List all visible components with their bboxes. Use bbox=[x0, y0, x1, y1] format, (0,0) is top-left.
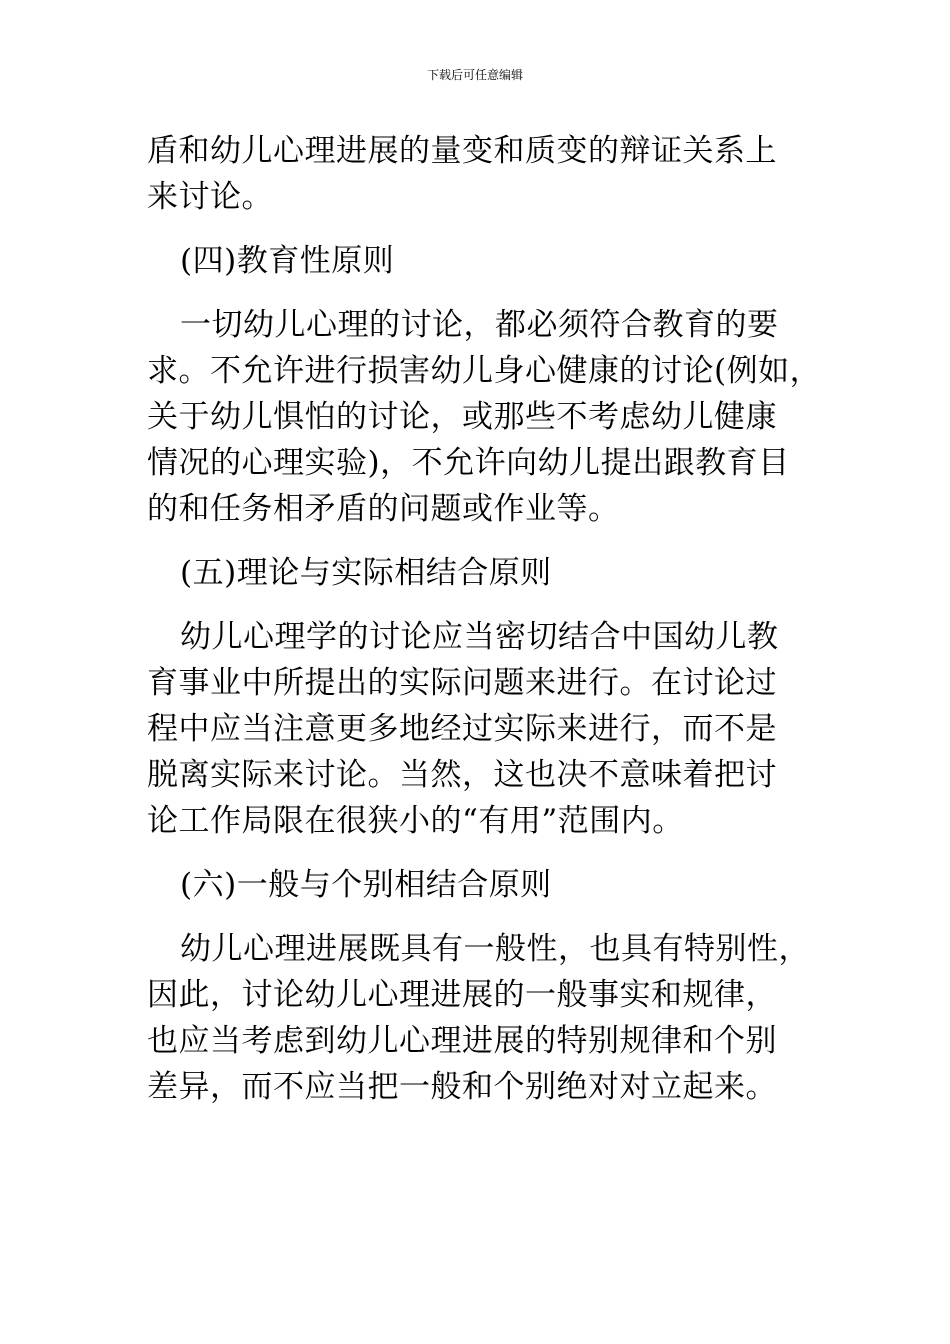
text-line: 求。不允许进行损害幼儿身心健康的讨论(例如， bbox=[147, 353, 822, 389]
section-heading-6: (六)一般与个别相结合原则 bbox=[180, 867, 552, 903]
page-header-note: 下载后可任意编辑 bbox=[426, 68, 523, 82]
text-line: 幼儿心理进展既具有一般性，也具有特别性， bbox=[180, 931, 810, 967]
paragraph-theory-practice bbox=[147, 614, 837, 844]
section-heading-4: (四)教育性原则 bbox=[180, 243, 395, 279]
text-line: 育事业中所提出的实际问题来进行。在讨论过 bbox=[147, 665, 777, 701]
text-line: 差异，而不应当把一般和个别绝对对立起来。 bbox=[147, 1069, 777, 1105]
text-line: 因此，讨论幼儿心理进展的一般事实和规律， bbox=[147, 977, 777, 1013]
text-line: 程中应当注意更多地经过实际来进行，而不是 bbox=[147, 711, 777, 747]
text-line: 一切幼儿心理的讨论，都必须符合教育的要 bbox=[180, 307, 779, 343]
text-line: 关于幼儿惧怕的讨论，或那些不考虑幼儿健康 bbox=[147, 399, 777, 435]
text-line: 的和任务相矛盾的问题或作业等。 bbox=[147, 491, 620, 527]
section-heading-5: (五)理论与实际相结合原则 bbox=[180, 555, 552, 591]
text-line: 来讨论。 bbox=[147, 179, 273, 215]
paragraph-continuation bbox=[147, 128, 837, 220]
text-line: 脱离实际来讨论。当然，这也决不意味着把讨 bbox=[147, 757, 777, 793]
text-line: 盾和幼儿心理进展的量变和质变的辩证关系上 bbox=[147, 133, 777, 169]
text-line: 也应当考虑到幼儿心理进展的特别规律和个别 bbox=[147, 1023, 777, 1059]
text-line: 幼儿心理学的讨论应当密切结合中国幼儿教 bbox=[180, 619, 779, 655]
document-body bbox=[147, 128, 837, 1110]
text-line: 情况的心理实验)，不允许向幼儿提出跟教育目 bbox=[147, 445, 790, 481]
paragraph-education-principle bbox=[147, 302, 837, 532]
text-line: 论工作局限在很狭小的“有用”范围内。 bbox=[147, 803, 684, 839]
paragraph-general-individual bbox=[147, 926, 837, 1110]
